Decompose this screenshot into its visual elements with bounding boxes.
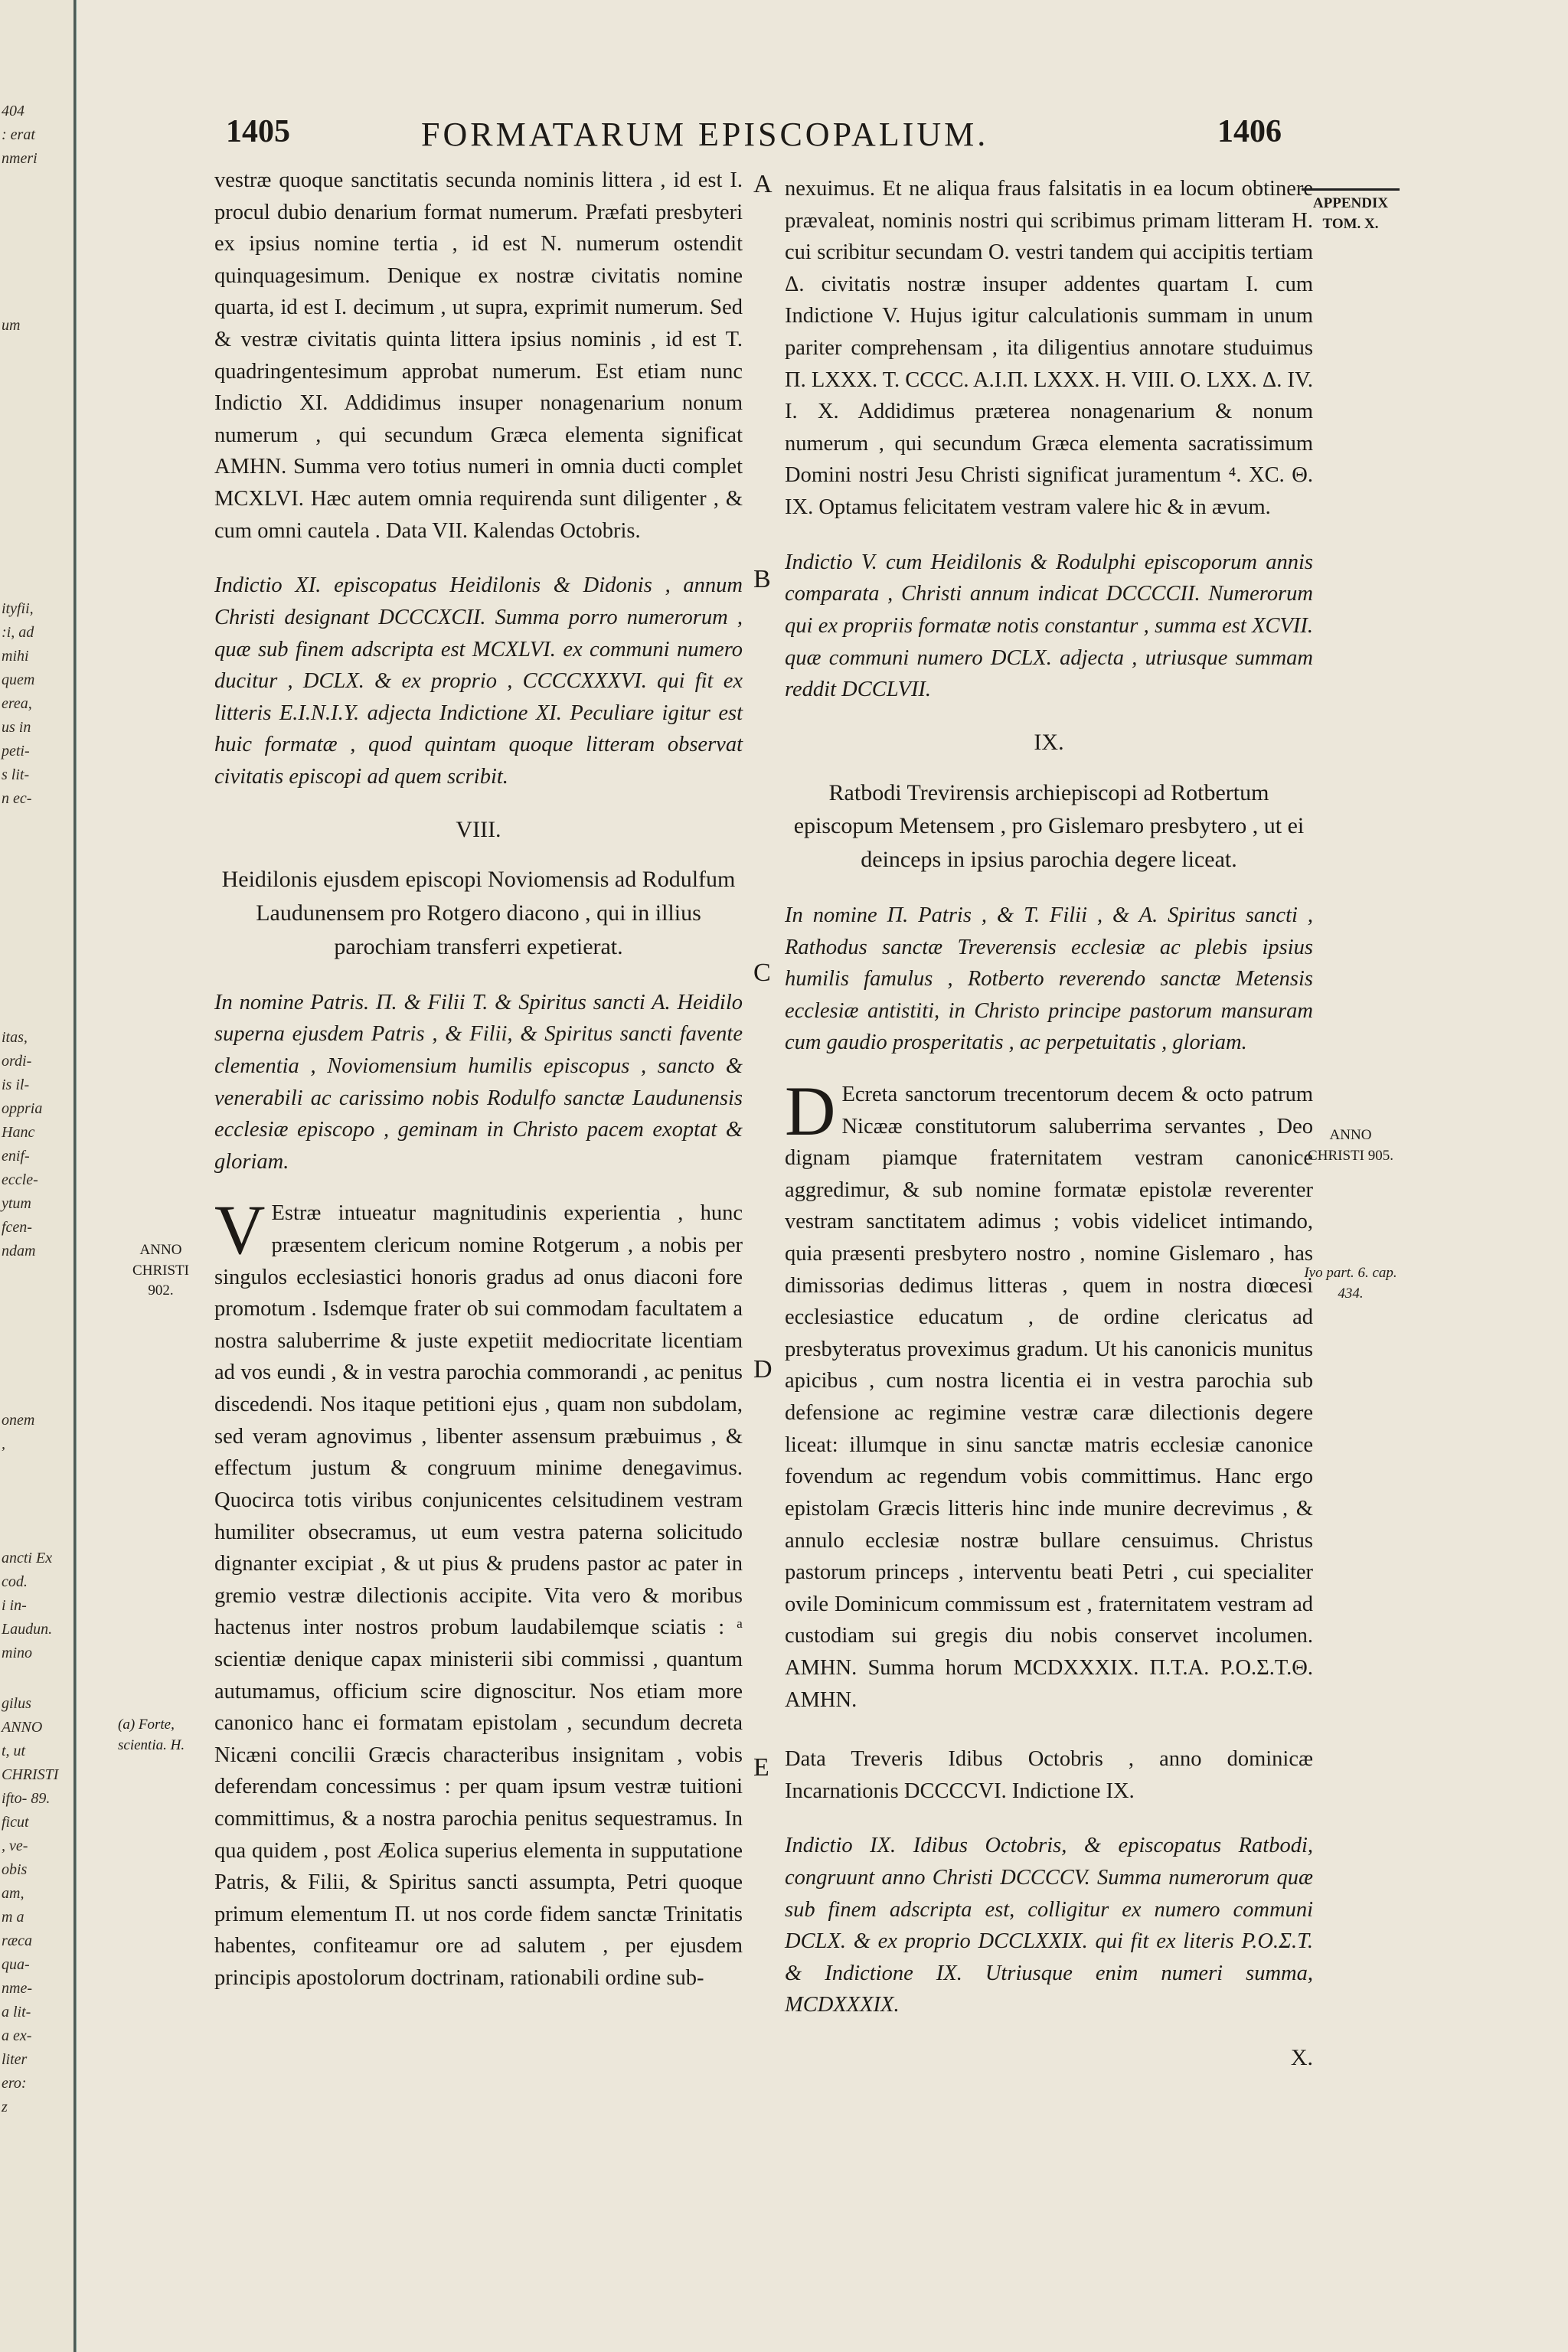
- dating-clause: Data Treveris Idibus Octobris , anno dominicæ Incarnationis DCCCCVI. Indictione IX.: [785, 1747, 1313, 1803]
- prev-page-fragment: onem ,: [2, 1412, 35, 1452]
- editor-note: Indictio IX. Idibus Octobris, & episcopatus Ratbodi, congruunt anno Christi DCCCCV. Summa numerorum quæ sub finem adscripta est, colligitur ex numero communi DCLX. & ex proprio DCCLXXIX. qui fit ex literis P.O.Σ.T. & Indictione IX. Utriusque enim numeri summa, MCDXXXIX.: [785, 1834, 1313, 2017]
- page-header: [77, 113, 1568, 162]
- letter-body: [785, 1071, 1313, 1716]
- appendix-note: APPENDIX TOM. X.: [1302, 188, 1400, 234]
- prev-page-fragment: 404 : erat nmeri: [2, 103, 38, 167]
- margin-letter: A: [753, 170, 773, 198]
- anno-christi-note: ANNO CHRISTI 902.: [132, 1242, 189, 1299]
- section-heading: Ratbodi Trevirensis archiepiscopi ad Rotbertum episcopum Metensem , pro Gislemaro presbytero , ut ei deinceps in ipsius parochia degere liceat.: [793, 779, 1305, 873]
- editor-note: Indictio XI. episcopatus Heidilonis & Didonis , annum Christi designant DCCCXCII. Summa porro numerorum , quæ sub finem adscripta est MCXLVI. ex communi numero ducitur , DCLX. & ex proprio , CCCCXXXVI. qui fit ex litteris E.I.N.I.Y. adjecta Indictione XI. Peculiare igitur est huic formatæ , quod quintam quoque litteram observat civitatis episcopi ad quem scribit.: [214, 573, 743, 789]
- prev-page-fragment: itas, ordi- is il- oppria Hanc enif- eccle- ytum fcen- ndam: [2, 1029, 43, 1259]
- ivo-reference: Ivo part. 6. cap. 434.: [1304, 1265, 1397, 1302]
- next-section-number: X.: [1290, 2045, 1313, 2071]
- page-number-left: 1405: [226, 114, 290, 149]
- anno-christi-note: ANNO CHRISTI 905.: [1308, 1127, 1393, 1164]
- section-number: IX.: [1034, 729, 1064, 755]
- salutation: In nomine Patris. Π. & Filii T. & Spiritus sancti A. Heidilo superna ejusdem Patris , & Filii, & Spiritus sancti favente clementia , Noviomensium humilis episcopus , sancto & venerabili ac carissimo nobis Rodulfo sanctæ Laudunensis ecclesiæ episcopo , geminam in Christo pacem exoptat & gloriam.: [214, 990, 743, 1174]
- margin-letter: C: [753, 959, 771, 987]
- footnote: (a) Forte, scientia. H.: [118, 1717, 185, 1753]
- paragraph: nexuimus. Et ne aliqua fraus falsitatis in ea locum obtinere prævaleat, nominis nostri qui scribimus primam litteram H. cui scribitur secundam O. vestri tandem qui accipitis tertiam Δ. civitatis nostræ insuper addentes quartam I. cum Indictione V. Hujus igitur calculationis summam in unum pariter comprehensam , ita diligentius annotare studuimus Π. LXXX. T. CCCC. A.I.Π. LXXX. H. VIII. O. LXX. Δ. IV. I. X. Addidimus præterea nonagenarium & nonum numerum , qui secundum Græca elementa sacratissimum Domini nostri Jesu Christi significat juramentum ⁴. XC. Θ. IX. Optamus felicitatem vestram valere hic & in ævum.: [785, 177, 1313, 520]
- running-title: FORMATARUM EPISCOPALIUM.: [421, 116, 989, 153]
- margin-letter: D: [753, 1355, 773, 1383]
- editor-note: Indictio V. cum Heidilonis & Rodulphi episcoporum annis comparata , Christi annum indicat DCCCCII. Numerorum qui ex propriis formatæ notis constantur , summa est XCVII. quæ communi numero DCLX. adjecta , utriusque summam reddit DCCLVII.: [785, 550, 1313, 702]
- drop-cap: D: [785, 1071, 836, 1150]
- prev-page-fragment: ityfii, :i, ad mihi quem erea, us in peti- s lit- n ec-: [2, 600, 35, 807]
- letter-body-text: Ecreta sanctorum trecentorum decem & octo patrum Nicææ constitutorum saluberrima servantes , Deo dignam piamque fraternitatem vestram canonice aggredimur, & sub nomine formatæ epistolæ reverenter vestram sanctitatem adimus ; vobis videlicet intimando, quia præsenti presbytero nostro , nomine Gislemaro , has dimissorias dedimus litteras , quem in nostra diœcesi ecclesiastice educatum , de ordine clericatus ad presbyteratus proveximus gradum. Ut his canonicis munitus apicibus , cum nostra licentia ei in vestra parochia sub defensione ac regimine vestræ caræ dilectionis degere liceat: illumque in sinu sanctæ matris ecclesiæ canonice fovendum ac regendum vobis committimus. Hanc ergo epistolam Græcis litteris hinc inde munire decrevimus , & annulo ecclesiæ nostræ bullare censuimus. Christus pastorum princeps , interventu beati Petri , cui specialiter ovile Dominicum commissum est , fraternitatem vestram ad custodiam sui gregis diu nobis conservet incolumen. AMHN. Summa horum MCDXXXIX. Π.T.A. P.O.Σ.T.Θ. AMHN.: [785, 1082, 1313, 1712]
- prev-page-fragment: ancti Ex cod. i in- Laudun. mino: [2, 1550, 53, 1661]
- prev-page-fragment: gilus ANNO t, ut CHRISTI ifto- 89. ficut , ve- obis am, m a ræca qua- nme- a lit- a ex- liter ero: z: [2, 1695, 59, 2115]
- section-heading: Heidilonis ejusdem episcopi Noviomensis ad Rodulfum Laudunensem pro Rotgero diacono , qui in illius parochiam transferri expetierat.: [221, 867, 736, 959]
- page-number-right: 1406: [1217, 114, 1282, 149]
- prev-page-fragment: um: [2, 317, 21, 334]
- paragraph: vestræ quoque sanctitatis secunda nominis littera , id est I. procul dubio denarium format numerum. Præfati presbyteri ex ipsius nomine tertia , id est N. numerum ostendit quinquagesimum. Denique ex nostræ civitatis nomine quarta, id est I. decimum , ut supra, exprimit numerum. Sed & vestræ civitatis quinta littera ipsius nominis , id est T. quadringentesimum approbat numerum. Est etiam nunc Indictio XI. Addidimus insuper nonagenarium nonum numerum , qui secundum Græca elementa significat AMHN. Summa vero totius numeri in omnia ducti complet MCXLVI. Hæc autem omnia requirenda sunt diligenter , & cum omni cautela . Data VII. Kalendas Octobris.: [214, 168, 743, 543]
- drop-cap: V: [214, 1191, 266, 1269]
- book-page: [77, 0, 1568, 2352]
- letter-body: [214, 1191, 743, 1994]
- section-number: VIII.: [456, 816, 501, 842]
- left-column: [214, 165, 743, 1994]
- letter-body-text: Estræ intueatur magnitudinis experientia , hunc præsentem clericum nomine Rotgerum , a nobis per singulos ecclesiastici honoris gradus ad onus diaconi fore promotum . Isdemque frater ob sui commodam facultatem a nostra saluberrime & juste expetiit mediocritate licentiam ad vos eundi , & in vestra parochia commorandi , ac penitus discedendi. Nos itaque petitioni ejus , quam non subdolam, sed veram agnovimus , libenter assensum præbuimus , & effectum justum & congruum minime denegavimus. Quocirca totis viribus conjunicentes celsitudinem vestram humiliter obsecramus, ut eum vestra paterna solicitudo dignanter excipiat , & ut pius & prudens pastor ac pater in gremio vestræ dilectionis accipite. Vita vero & moribus hactenus inter nostros probum laudabilemque sciatis : ᵃ scientiæ denique capax ministerii sibi commissi , quantum autumamus, officium scire dignoscitur. Nos etiam more canonico hanc ei formatam epistolam , secundum decreta Nicæni concilii Græcis characteribus insignitam , vobis deferendam concessimus : per quam ipsum vestræ tuitioni committimus, & a nostra parochia penitus sequestramus. In qua quidem , post Æolica superius elementa in supputatione Patris, & Filii, & Spiritus sancti assumpta, Petri quoque primum elementum Π. ut nos corde fidem sanctæ Trinitatis habentes, confiteamur ore ad salutem , per ejusdem principis apostolorum doctrinam, rationabili ordine sub-: [214, 1201, 743, 1991]
- right-column: [785, 173, 1313, 2075]
- previous-page-edge: [0, 0, 76, 2352]
- salutation: In nomine Π. Patris , & T. Filii , & A. Spiritus sancti , Rathodus sanctæ Treverensis ecclesiæ ac plebis ipsius humilis famulus , Rotberto reverendo sanctæ Metensis ecclesiæ antistiti, in Christo principe pastorum mansuram cum gaudio prosperitatis , ac perpetuitatis , gloriam.: [785, 903, 1313, 1055]
- margin-letter: E: [753, 1753, 769, 1782]
- margin-letter: B: [753, 565, 771, 593]
